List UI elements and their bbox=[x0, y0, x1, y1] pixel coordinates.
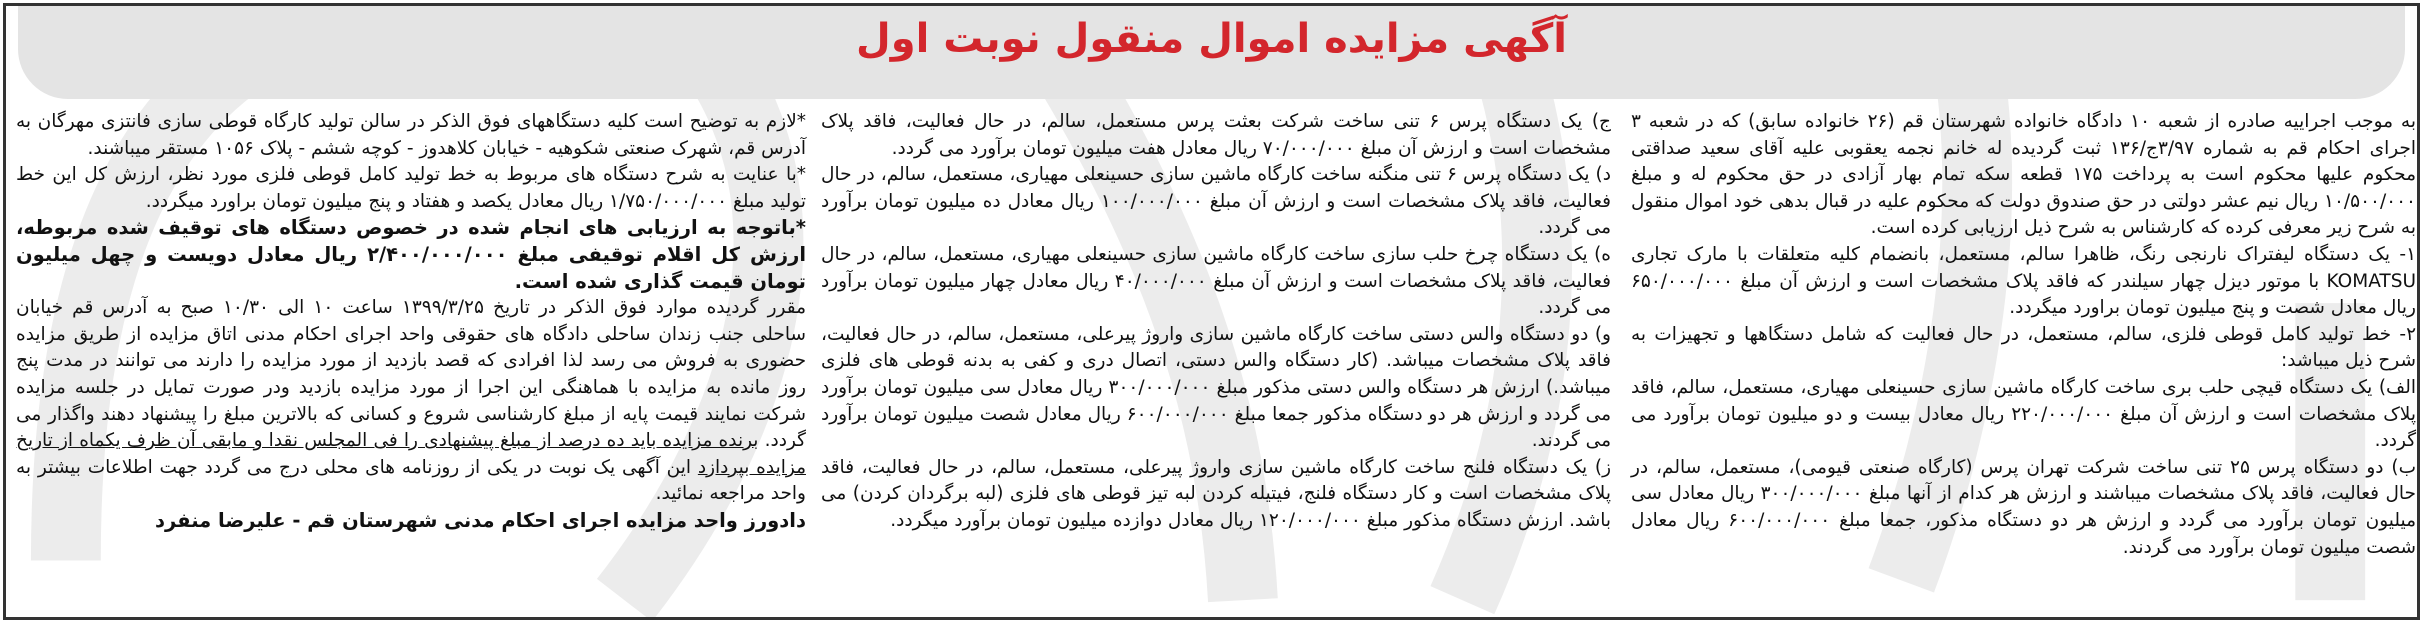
auction-terms-end: این آگهی یک نوبت در یکی از روزنامه های محلی درج می گردد جهت اطلاعات بیشتر به واحد مراجعه نمائید. bbox=[16, 456, 806, 505]
payment-terms: برنده مزایده باید ده درصد از مبلغ پیشنهادی را فی المجلس نقدا و مابقی آن ظرف یکماه از تاریخ مزایده بپردازد bbox=[16, 430, 806, 478]
note-total-value: *باتوجه به ارزیابی های انجام شده در خصوص دستگاه های توقیف شده مربوطه، ارزش کل اقلام توقیفی مبلغ ۲/۴۰۰/۰۰۰/۰۰۰ ریال معادل دویست و چهل میلیون تومان قیمت گذاری شده است. bbox=[16, 216, 807, 293]
auction-terms bbox=[16, 295, 806, 508]
signature: دادورز واحد مزایده اجرای احکام مدنی شهرستان قم - علیرضا منفرد bbox=[155, 508, 806, 532]
note-location: *لازم به توضیح است کلیه دستگاههای فوق الذکر در سالن تولید کارگاه قوطی سازی فانتزی مهرگان به آدرس قم، شهرک صنعتی شکوهیه - خیابان کلاهدوز - کوچه ششم - پلاک ۱۰۵۶ مستقر میباشند. bbox=[16, 111, 806, 159]
item-g: ز) یک دستگاه فلنج ساخت کارگاه ماشین سازی واروژ پیرعلی، مستعمل، سالم، در حال فعالیت، فاقد پلاک مشخصات است و کار دستگاه فلنج، فیتیله کردن لبه تیز قوطی های فلزی (لبه برگردان کردن) می باشد. ارزش دستگاه مذکور مبلغ ۱۲۰/۰۰۰/۰۰۰ ریال معادل دوازده میلیون تومان برآورد میگردد. bbox=[821, 456, 1611, 531]
auction-notice bbox=[3, 3, 2420, 620]
item-d: د) یک دستگاه پرس ۶ تنی منگنه ساخت کارگاه ماشین سازی حسینعلی مهیاری، مستعمل، سالم، در حال فعالیت، فاقد پلاک مشخصات است و ارزش آن مبلغ ۱۰۰/۰۰۰/۰۰۰ ریال معادل ده میلیون تومان برآورد می گردد. bbox=[821, 164, 1612, 239]
item-1: ۱- یک دستگاه لیفتراک نارنجی رنگ، ظاهرا سالم، مستعمل، بانضمام کلیه متعلقات با مارک تجاری KOMATSU با موتور دیزل چهار سیلندر که فاقد پلاک مشخصات است و ارزش آن مبلغ ۶۵۰/۰۰۰/۰۰۰ ریال معادل شصت و پنج میلیون تومان براورد میگردد. bbox=[1631, 243, 2416, 319]
note-line-value: *با عنایت به شرح دستگاه های مربوط به خط تولید کامل قوطی فلزی مورد نظر، ارزش کل این خط تولید مبلغ ۱/۷۵۰/۰۰۰/۰۰۰ ریال معادل یکصد و هفتاد و پنج میلیون تومان براورد میگردد. bbox=[16, 164, 806, 212]
right-column bbox=[1631, 109, 2416, 561]
page-title: آگهی مزایده اموال منقول نوبت اول bbox=[856, 16, 1567, 62]
title-band bbox=[18, 6, 2405, 99]
item-2: ۲- خط تولید کامل قوطی فلزی، سالم، مستعمل، در حال فعالیت که شامل دستگاهها و تجهیزات به شرح ذیل میباشد: bbox=[1631, 323, 2416, 372]
item-e: ه) یک دستگاه چرخ حلب سازی ساخت کارگاه ماشین سازی حسینعلی مهیاری، مستعمل، سالم، در حال فعالیت، فاقد پلاک مشخصات است و ارزش آن مبلغ ۴۰/۰۰۰/۰۰۰ ریال معادل چهار میلیون تومان برآورد می گردد. bbox=[821, 243, 1611, 319]
item-f: و) دو دستگاه والس دستی ساخت کارگاه ماشین سازی واروژ پیرعلی، مستعمل، سالم، در حال فعالیت، فاقد پلاک مشخصات میباشد. (کار دستگاه والس دستی، اتصال دری و کفی به بدنه قوطی های فلزی میباشد.) ارزش هر دستگاه والس دستی مذکور مبلغ ۳۰۰/۰۰۰/۰۰۰ ریال معادل سی میلیون تومان برآورد می گردد و ارزش هر دو دستگاه مذکور جمعا مبلغ ۶۰۰/۰۰۰/۰۰۰ ریال معادل شصت میلیون تومان برآورد می گردند. bbox=[821, 323, 1611, 452]
item-a: الف) یک دستگاه قیچی حلب بری ساخت کارگاه ماشین سازی حسینعلی مهیاری، مستعمل، سالم، فاقد پلاک مشخصات است و ارزش آن مبلغ ۲۲۰/۰۰۰/۰۰۰ ریال معادل بیست و دو میلیون تومان برآورد می گردد. bbox=[1631, 376, 2416, 452]
item-b: ب) دو دستگاه پرس ۲۵ تنی ساخت شرکت تهران پرس (کارگاه صنعتی قیومی)، مستعمل، سالم، در حال فعالیت، فاقد پلاک مشخصات میباشند و ارزش هر کدام از آنها مبلغ ۳۰۰/۰۰۰/۰۰۰ ریال معادل سی میلیون تومان برآورد می گردد و ارزش هر دو دستگاه مذکور، جمعا مبلغ ۶۰۰/۰۰۰/۰۰۰ ریال معادل شصت میلیون تومان برآورد می گردند. bbox=[1631, 456, 2417, 558]
intro-paragraph: به موجب اجراییه صادره از شعبه ۱۰ دادگاه خانواده شهرستان قم (۲۶ خانواده سابق) که در شعبه ۳ اجرای احکام قم به شماره ۳/۹۷ج/۱۳۶ ثبت گردیده له خانم نجمه یعقوبی علیه آقای سعید صداقتی محکوم علیها محکوم است به پرداخت ۱۷۵ قطعه سکه تمام بهار آزادی در حق محکوم له و مبلغ ۱۰/۵۰۰/۰۰۰ ریال نیم عشر دولتی در حق صندوق دولت که محکوم علیه در قبال بدهی خود اموال منقول به شرح زیر معرفی کرده که کارشناس به شرح ذیل ارزیابی کرده است. bbox=[1631, 111, 2416, 239]
auction-terms-text: مقرر گردیده موارد فوق الذکر در تاریخ ۱۳۹۹/۳/۲۵ ساعت ۱۰ الی ۱۰/۳۰ صبح به آدرس قم خیابان ساحلی جنب زندان ساحلی دادگاه های حقوقی واحد اجرای احکام مدنی اتاق مزایده از طریق مزایده حضوری به فروش می رسد لذا افرادی که قصد بازدید از مورد مزایده را دارند می توانند در مدت پنج روز مانده به مزایده با هماهنگی این اجرا از مورد مزایده بازدید ودر صورت تمایل در جلسه مزایده شرکت نمایند قیمت پایه از مبلغ کارشناسی شروع و کسانی که بالاترین مبلغ را پیشنهاد دهند واگذار می گردد. bbox=[16, 297, 806, 452]
left-column bbox=[16, 109, 806, 535]
middle-column bbox=[821, 109, 1611, 535]
item-c: ج) یک دستگاه پرس ۶ تنی ساخت شرکت بعثت پرس مستعمل، سالم، در حال فعالیت، فاقد پلاک مشخصات است و ارزش آن مبلغ ۷۰/۰۰۰/۰۰۰ ریال معادل هفت میلیون تومان برآورد می گردد. bbox=[821, 111, 1611, 159]
